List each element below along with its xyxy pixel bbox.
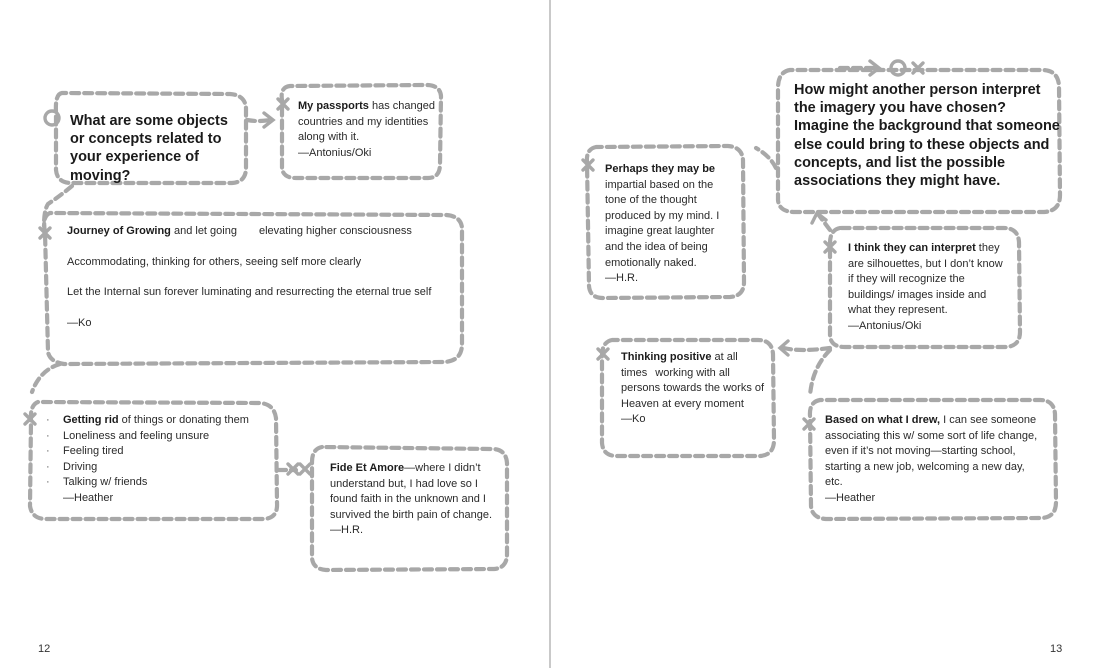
- passports-body: has changed countries and my identities along with it.: [298, 100, 435, 144]
- list-item: · Feeling tired: [46, 444, 274, 460]
- drew-attribution: —Heather: [825, 491, 876, 504]
- interpret-note: [848, 241, 1008, 335]
- getting-rid-bold: Getting rid: [63, 414, 119, 426]
- journey-body2: elevating higher consciousness: [258, 225, 412, 237]
- fide-text: [330, 461, 495, 523]
- getting-rid-list: [46, 413, 274, 507]
- journey-bold: Journey of Growing: [67, 225, 171, 237]
- interpret-bold: I think they can interpret: [848, 242, 976, 254]
- fide-attribution: —H.R.: [330, 524, 363, 537]
- drew-body: I can see someone associating this w/ some sort of life change, even if it’s not moving—starting school, starting a new job, welcoming a new day, etc.: [825, 414, 1038, 489]
- list-item: · Loneliness and feeling unsure: [46, 429, 274, 445]
- list-item: [46, 413, 274, 429]
- list-item: · Driving: [46, 460, 274, 476]
- interpret-text: [848, 241, 1008, 319]
- question-left: What are some objects or concepts related to your experience of moving?: [70, 113, 228, 184]
- perhaps-title: [605, 162, 733, 178]
- journey-note: [67, 224, 445, 331]
- interpret-attribution: —Antonius/Oki: [848, 319, 922, 332]
- passports-text: [298, 99, 443, 146]
- positive-text: [621, 350, 767, 412]
- passports-note: [298, 99, 443, 161]
- drew-note: [825, 413, 1039, 507]
- perhaps-body: impartial based on the tone of the thought produced by my mind. I imagine great laughter and the idea of being emotionally naked.: [605, 178, 720, 269]
- question-right: How might another person interpret the imagery you have chosen? Imagine the background that someone else could bring to these objects and concepts, and list the possible associations they might have.: [794, 82, 1060, 190]
- fide-note: [330, 461, 495, 539]
- perhaps-bold: Perhaps they may be: [605, 163, 716, 175]
- fide-body: —where I didn’t understand but, I had love so I found faith in the unknown and I survived the birth pain of change.: [330, 462, 493, 521]
- list-item: · Talking w/ friends: [46, 475, 274, 491]
- positive-body: at all times: [621, 351, 738, 379]
- positive-body2: working with all persons towards the works of Heaven at every moment: [621, 366, 765, 410]
- journey-attribution: —Ko: [67, 316, 92, 329]
- perhaps-attribution: —H.R.: [605, 272, 638, 285]
- journey-body: and let going: [170, 225, 237, 237]
- positive-note: [621, 350, 767, 428]
- getting-rid-attribution: —Heather: [63, 491, 114, 504]
- perhaps-note: [605, 162, 733, 287]
- left-page: [0, 0, 549, 668]
- getting-rid-body: of things or donating them: [118, 414, 249, 426]
- page-number-right: 13: [1050, 643, 1063, 655]
- fide-bold: Fide Et Amore: [330, 462, 405, 474]
- journey-line1: [67, 224, 445, 240]
- drew-bold: Based on what I drew,: [825, 414, 941, 426]
- positive-bold: Thinking positive: [621, 351, 712, 363]
- interpret-body: they are silhouettes, but I don’t know if they will recognize the buildings/ images inside and what they represent.: [848, 242, 1003, 317]
- journey-line2: Accommodating, thinking for others, seeing self more clearly: [67, 255, 362, 268]
- positive-attribution: —Ko: [621, 413, 646, 426]
- getting-rid-note: [46, 413, 274, 507]
- passports-bold: My passports: [298, 100, 369, 112]
- passports-attribution: —Antonius/Oki: [298, 146, 372, 159]
- journey-line3: Let the Internal sun forever luminating and resurrecting the eternal true self: [67, 286, 432, 299]
- page-number-left: 12: [38, 643, 51, 655]
- drew-text: [825, 413, 1039, 491]
